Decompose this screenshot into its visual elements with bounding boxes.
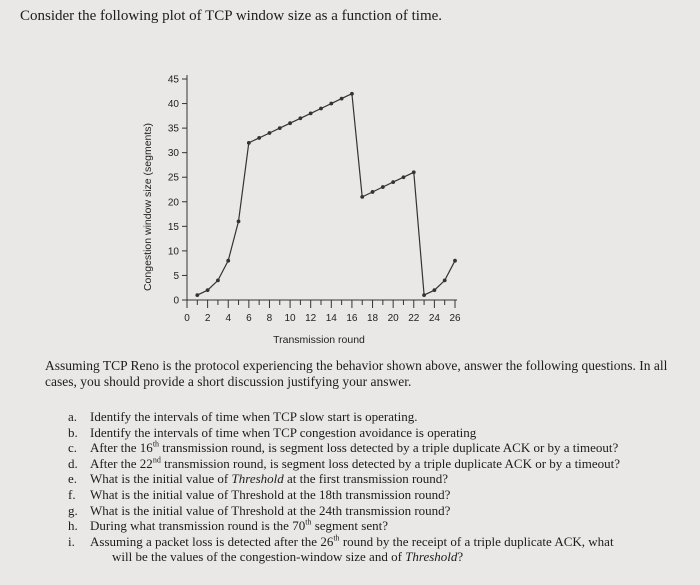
x-tick-label: 6 <box>246 313 252 324</box>
y-tick-label: 40 <box>167 99 179 111</box>
data-point <box>195 293 199 297</box>
x-axis-label: Transmission round <box>273 334 365 346</box>
data-point <box>288 121 292 125</box>
question-text: What is the initial value of Threshold at the 18th transmission round? <box>90 486 451 502</box>
data-point <box>226 259 230 263</box>
y-tick-label: 5 <box>173 270 179 282</box>
x-tick-label: 8 <box>266 313 273 324</box>
question-item <box>68 487 688 503</box>
data-point <box>329 102 333 106</box>
y-tick-label: 25 <box>167 172 179 184</box>
data-point <box>216 278 220 282</box>
question-letter: h. <box>68 518 78 534</box>
cwnd-chart <box>135 60 475 355</box>
x-tick-label: 14 <box>325 313 337 324</box>
data-point <box>237 220 241 224</box>
x-tick-label: 26 <box>449 313 461 324</box>
question-text: Identify the intervals of time when TCP congestion avoidance is operating <box>90 424 477 440</box>
y-tick-label: 30 <box>167 148 179 160</box>
data-point <box>371 190 375 194</box>
x-tick-label: 0 <box>184 313 190 324</box>
question-text: What is the initial value of Threshold at the 24th transmission round? <box>90 502 451 518</box>
data-point <box>402 175 406 179</box>
question-letter: a. <box>68 409 78 424</box>
data-point <box>319 107 323 111</box>
data-point <box>412 170 416 174</box>
data-point <box>381 185 385 189</box>
data-point <box>391 180 395 184</box>
series-line-cwnd <box>197 94 455 295</box>
y-tick-label: 0 <box>173 295 179 307</box>
question-item <box>68 409 688 425</box>
y-tick-label: 10 <box>167 246 179 258</box>
data-point <box>432 288 436 292</box>
question-letter: f. <box>68 486 76 502</box>
data-point <box>360 195 364 199</box>
page-title: Consider the following plot of TCP window size as a function of time. <box>20 8 443 24</box>
question-text: During what transmission round is the 70th segment sent? <box>90 517 388 534</box>
question-item <box>68 456 688 472</box>
x-tick-label: 10 <box>284 313 296 324</box>
x-tick-label: 16 <box>346 313 358 324</box>
x-tick-label: 2 <box>204 313 211 324</box>
question-text: What is the initial value of Threshold at the first transmission round? <box>90 471 449 487</box>
question-text: Assuming a packet loss is detected after the 26th round by the receipt of a triple duplicate ACK, what will be the values of the congestion-window size and of Threshold? <box>90 533 614 565</box>
data-point <box>268 131 272 135</box>
question-item <box>68 518 688 534</box>
question-letter: d. <box>68 455 78 471</box>
x-tick-label: 24 <box>428 313 440 324</box>
data-point <box>278 126 282 130</box>
question-text: After the 16th transmission round, is segment loss detected by a triple duplicate ACK or by a timeout? <box>90 439 619 456</box>
data-point <box>206 288 210 292</box>
intro-paragraph: Assuming TCP Reno is the protocol experiencing the behavior shown above, answer the following questions. In all cases, you should provide a short discussion justifying your answer. <box>45 358 668 389</box>
data-point <box>340 97 344 101</box>
x-tick-label: 4 <box>225 313 232 324</box>
data-point <box>350 92 354 96</box>
data-point <box>298 116 302 120</box>
data-point <box>309 111 313 115</box>
question-letter: g. <box>68 502 78 518</box>
data-point <box>257 136 261 140</box>
y-tick-label: 45 <box>167 74 179 86</box>
y-tick-label: 20 <box>167 197 179 209</box>
x-tick-label: 22 <box>408 313 420 324</box>
question-letter: i. <box>68 533 75 549</box>
question-item <box>68 425 688 441</box>
question-letter: b. <box>68 424 78 440</box>
x-tick-label: 12 <box>305 313 317 324</box>
questions-list <box>68 409 688 565</box>
question-letter: e. <box>68 471 78 487</box>
question-letter: c. <box>68 440 78 456</box>
y-tick-label: 35 <box>167 123 179 135</box>
data-point <box>453 259 457 263</box>
question-text: After the 22nd transmission round, is segment loss detected by a triple duplicate ACK or by a timeout? <box>90 455 621 471</box>
data-point <box>443 278 447 282</box>
question-item <box>68 440 688 456</box>
question-text: Identify the intervals of time when TCP slow start is operating. <box>90 409 418 424</box>
question-item <box>68 503 688 519</box>
question-item <box>68 534 688 565</box>
x-tick-label: 18 <box>366 313 379 324</box>
question-item <box>68 471 688 487</box>
y-tick-label: 15 <box>167 221 179 233</box>
data-point <box>247 141 251 145</box>
data-point <box>422 293 426 297</box>
y-axis-label: Congestion window size (segments) <box>142 122 154 292</box>
x-tick-label: 20 <box>387 313 399 324</box>
chart-svg <box>135 60 475 350</box>
